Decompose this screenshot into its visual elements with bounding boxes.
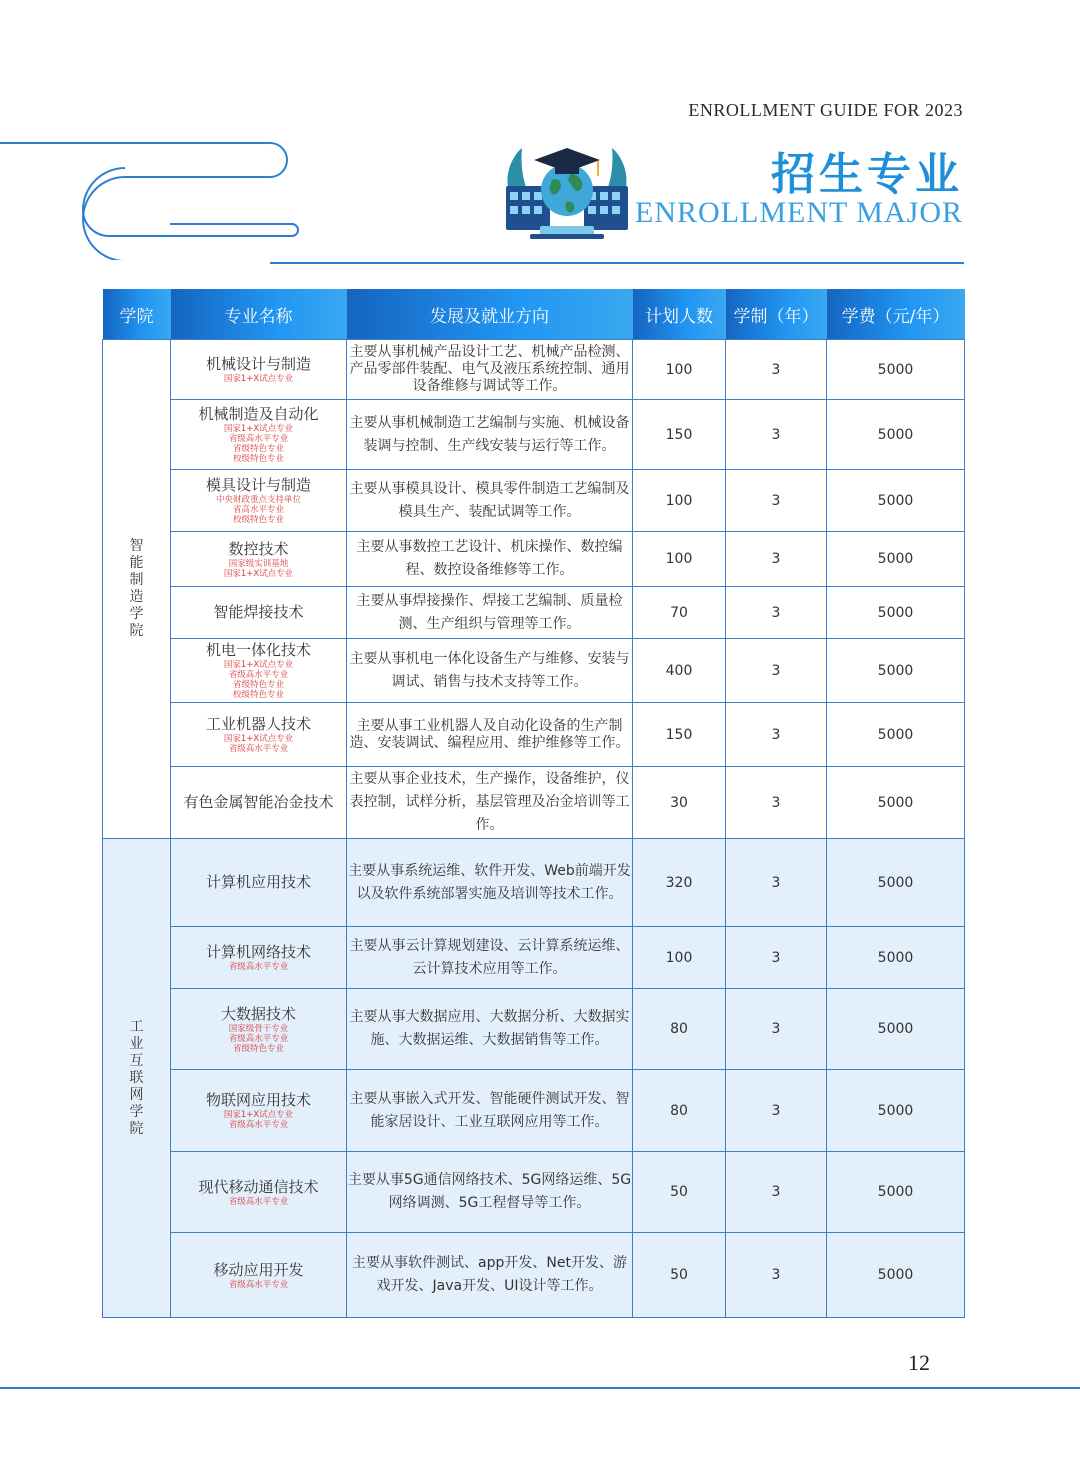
direction-cell: 主要从事大数据应用、大数据分析、大数据实施、大数据运维、大数据销售等工作。 [347,989,633,1070]
plan-cell: 150 [633,703,726,767]
major-name: 智能焊接技术 [213,603,304,621]
years-cell: 3 [726,587,827,639]
major-tag: 省级高水平专业 [228,1120,289,1130]
table-row [103,639,965,703]
years-cell: 3 [726,470,827,532]
major-name-cell [171,587,347,639]
plan-cell: 100 [633,532,726,587]
plan-cell: 100 [633,340,726,400]
plan-cell: 150 [633,400,726,470]
years-cell: 3 [726,839,827,927]
major-name: 机械设计与制造 [205,355,311,373]
table-row [103,1152,965,1233]
major-name-cell [171,927,347,989]
years-cell: 3 [726,989,827,1070]
major-name: 机械制造及自动化 [198,405,319,423]
major-tag: 国家级骨干专业 [228,1023,289,1034]
table-row [103,532,965,587]
years-cell: 3 [726,767,827,839]
major-tag: 省级特色专业 [232,680,284,690]
major-name-cell [171,1152,347,1233]
direction-cell: 主要从事工业机器人及自动化设备的生产制造、安装调试、编程应用、维护维修等工作。 [347,703,633,767]
major-name-cell [171,703,347,767]
major-name-cell [171,340,347,400]
fee-cell: 5000 [827,470,965,532]
table-row [103,587,965,639]
table-row [103,839,965,927]
fee-cell: 5000 [827,767,965,839]
plan-cell: 80 [633,989,726,1070]
plan-cell: 320 [633,839,726,927]
plan-cell: 100 [633,927,726,989]
direction-cell: 主要从事焊接操作、焊接工艺编制、质量检测、生产组织与管理等工作。 [347,587,633,639]
fee-cell: 5000 [827,532,965,587]
years-cell: 3 [726,927,827,989]
fee-cell: 5000 [827,927,965,989]
table-row [103,927,965,989]
major-tag: 国家级实训基地 [228,558,289,569]
table-header-row [103,289,965,340]
major-name-cell [171,470,347,532]
plan-cell: 100 [633,470,726,532]
graduation-cap-globe-building-icon [500,140,635,240]
fee-cell: 5000 [827,1233,965,1318]
header-direction: 发展及就业方向 [347,289,633,340]
direction-cell: 主要从事系统运维、软件开发、Web前端开发以及软件系统部署实施及培训等技术工作。 [347,839,633,927]
table-row [103,340,965,400]
major-name: 计算机应用技术 [205,873,311,891]
table-row [103,767,965,839]
major-tag: 省级高水平专业 [228,1196,289,1207]
major-tag: 国家1+X试点专业 [223,424,294,434]
major-name: 现代移动通信技术 [198,1177,319,1196]
fee-cell: 5000 [827,1152,965,1233]
major-name: 计算机网络技术 [205,943,311,961]
college-cell: 智能制造学院 [103,340,171,839]
direction-cell: 主要从事企业技术，生产操作，设备维护，仪表控制，试样分析，基层管理及冶金培训等工作。 [347,767,633,839]
major-tag: 中央财政重点支持单位 [215,495,301,505]
major-name-cell [171,1070,347,1152]
major-name: 物联网应用技术 [205,1091,311,1109]
major-name-cell [171,532,347,587]
direction-cell: 主要从事5G通信网络技术、5G网络运维、5G网络调测、5G工程督导等工作。 [347,1152,633,1233]
header-college: 学院 [103,289,171,340]
major-name-cell [171,1233,347,1318]
fee-cell: 5000 [827,587,965,639]
header-fee: 学费（元/年） [827,289,965,340]
table-row [103,400,965,470]
fee-cell: 5000 [827,400,965,470]
major-name-cell [171,639,347,703]
major-tag: 国家1+X试点专业 [223,660,294,670]
major-name: 数控技术 [228,539,289,558]
major-tag: 国家1+X试点专业 [223,734,294,744]
direction-cell: 主要从事嵌入式开发、智能硬件测试开发、智能家居设计、工业互联网应用等工作。 [347,1070,633,1152]
major-tag: 校级特色专业 [232,515,284,525]
years-cell: 3 [726,703,827,767]
major-tag: 国家1+X试点专业 [223,568,294,579]
major-tag: 省级特色专业 [232,1043,284,1054]
direction-cell: 主要从事数控工艺设计、机床操作、数控编程、数控设备维修等工作。 [347,532,633,587]
years-cell: 3 [726,532,827,587]
fee-cell: 5000 [827,703,965,767]
years-cell: 3 [726,1233,827,1318]
table-row [103,703,965,767]
page-number: 12 [908,1350,930,1375]
fee-cell: 5000 [827,340,965,400]
major-name: 机电一体化技术 [205,641,311,659]
direction-cell: 主要从事机械制造工艺编制与实施、机械设备装调与控制、生产线安装与运行等工作。 [347,400,633,470]
major-name: 模具设计与制造 [205,476,311,494]
major-tag: 校级特色专业 [232,690,284,700]
major-name: 大数据技术 [220,1004,296,1023]
major-tag: 省级高水平专业 [228,1279,289,1290]
plan-cell: 30 [633,767,726,839]
fee-cell: 5000 [827,639,965,703]
table-row [103,1070,965,1152]
major-name-cell [171,400,347,470]
college-cell: 工业互联网学院 [103,839,171,1318]
years-cell: 3 [726,1152,827,1233]
direction-cell: 主要从事软件测试、app开发、Net开发、游戏开发、Java开发、UI设计等工作。 [347,1233,633,1318]
major-tag: 省级高水平专业 [228,962,289,972]
direction-cell: 主要从事云计算规划建设、云计算系统运维、云计算技术应用等工作。 [347,927,633,989]
fee-cell: 5000 [827,839,965,927]
decorative-swirl-lines [0,0,310,260]
header-major-name: 专业名称 [171,289,347,340]
direction-cell: 主要从事模具设计、模具零件制造工艺编制及模具生产、装配试调等工作。 [347,470,633,532]
major-name-cell [171,989,347,1070]
years-cell: 3 [726,340,827,400]
major-name: 有色金属智能冶金技术 [183,793,334,811]
header-divider [270,262,964,264]
direction-cell: 主要从事机电一体化设备生产与维修、安装与调试、销售与技术支持等工作。 [347,639,633,703]
major-tag: 省级高水平专业 [228,434,289,444]
table-row [103,1233,965,1318]
years-cell: 3 [726,639,827,703]
major-tag: 国家1+X试点专业 [223,374,294,384]
major-name-cell [171,839,347,927]
major-tag: 省高水平专业 [232,505,284,515]
plan-cell: 80 [633,1070,726,1152]
plan-cell: 50 [633,1152,726,1233]
footer-divider [0,1387,1080,1389]
major-tag: 省级高水平专业 [228,1033,289,1044]
major-name: 工业机器人技术 [205,715,311,733]
major-tag: 省级高水平专业 [228,670,289,680]
years-cell: 3 [726,1070,827,1152]
plan-cell: 70 [633,587,726,639]
page-title-en: ENROLLMENT MAJOR [635,196,963,229]
page-title-cn: 招生专业 [771,149,963,200]
header-years: 学制（年） [726,289,827,340]
enrollment-majors-table [102,289,965,1318]
years-cell: 3 [726,400,827,470]
table-row [103,470,965,532]
fee-cell: 5000 [827,989,965,1070]
major-name: 移动应用开发 [213,1260,304,1279]
major-tag: 校级特色专业 [232,454,284,464]
table-row [103,989,965,1070]
plan-cell: 400 [633,639,726,703]
direction-cell: 主要从事机械产品设计工艺、机械产品检测、产品零部件装配、电气及液压系统控制、通用设备维修与调试等工作。 [347,340,633,400]
major-tag: 省级高水平专业 [228,744,289,754]
major-name-cell [171,767,347,839]
enrollment-guide-label: ENROLLMENT GUIDE FOR 2023 [688,100,963,120]
plan-cell: 50 [633,1233,726,1318]
major-tag: 国家1+X试点专业 [223,1110,294,1120]
major-tag: 省级特色专业 [232,444,284,454]
fee-cell: 5000 [827,1070,965,1152]
header-plan: 计划人数 [633,289,726,340]
